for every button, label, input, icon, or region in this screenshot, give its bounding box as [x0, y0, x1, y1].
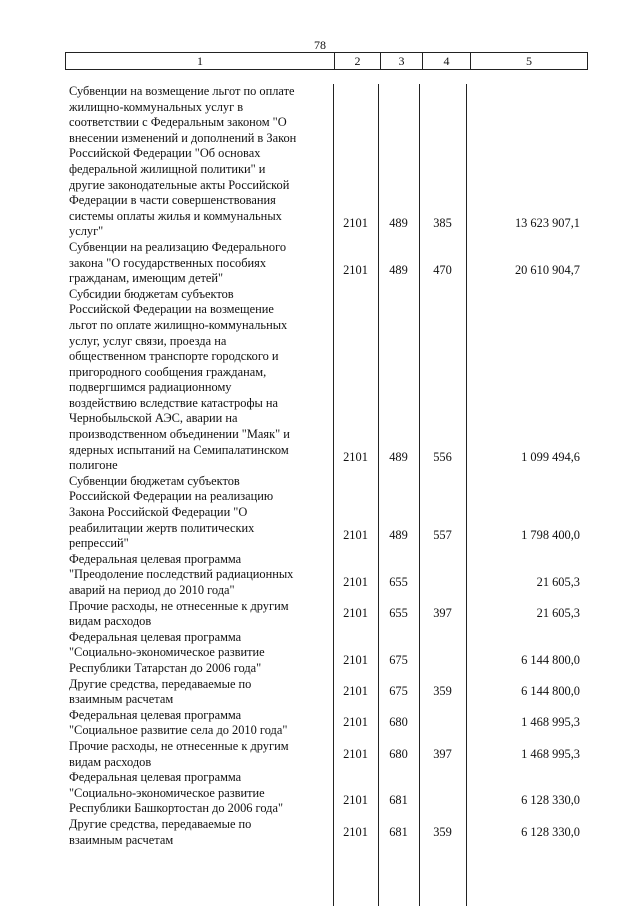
row-description: Федеральная целевая программа "Социально-экономическое развитие Республики Башкортостан до 2006 года" [69, 770, 284, 816]
row-amount: 21 605,3 [536, 606, 580, 621]
row-description: Прочие расходы, не отнесенные к другим видам расходов [69, 738, 289, 769]
row-code-4: 359 [433, 684, 452, 699]
table-row [65, 240, 588, 287]
row-code-4 [419, 809, 466, 817]
row-description: Субсидии бюджетам субъектов Российской Федерации на возмещение льгот по оплате жилищно-коммунальных услуг, услуг связи, проезда на общественном транспорте городского и пригородного сообщения гражданам, подвергшимся радиационному воздействию вследствие катастрофы на Чернобыльской АЭС, аварии на производственном объединении "Маяк" и ядерных испытаний на Семипалатинском полигоне [69, 286, 290, 473]
table-body [65, 84, 588, 906]
table-row [65, 630, 588, 677]
header-col-4: 4 [422, 53, 470, 69]
row-code-4 [419, 591, 466, 599]
row-code-4: 470 [433, 263, 452, 278]
table-row [65, 677, 588, 708]
table-rows [65, 84, 588, 848]
row-code-2: 2101 [343, 684, 368, 699]
row-code-2: 2101 [343, 450, 368, 465]
table-row [65, 552, 588, 599]
row-amount: 6 144 800,0 [521, 652, 580, 667]
row-code-2: 2101 [343, 793, 368, 808]
row-amount: 1 468 995,3 [521, 715, 580, 730]
row-code-4: 359 [433, 824, 452, 839]
row-code-2: 2101 [343, 652, 368, 667]
row-description: Федеральная целевая программа "Социальное развитие села до 2010 года" [69, 707, 288, 738]
table-header [65, 52, 588, 70]
row-code-4: 385 [433, 216, 452, 231]
row-code-2: 2101 [343, 606, 368, 621]
row-amount: 1 798 400,0 [521, 528, 580, 543]
header-col-1: 1 [197, 54, 203, 68]
row-code-3: 655 [389, 575, 408, 589]
table-row [65, 817, 588, 848]
row-description: Прочие расходы, не отнесенные к другим видам расходов [69, 598, 289, 629]
row-code-2: 2101 [343, 528, 368, 543]
row-code-2: 2101 [343, 715, 368, 730]
table-row [65, 770, 588, 817]
table-row [65, 599, 588, 630]
table-row [65, 287, 588, 474]
row-description: Субвенции на реализацию Федерального закона "О государственных пособиях гражданам, имеющим детей" [69, 239, 287, 286]
row-code-3: 489 [389, 528, 408, 543]
header-col-2: 2 [334, 53, 380, 69]
header-col-5: 5 [470, 53, 587, 69]
row-code-3: 489 [389, 450, 408, 465]
row-code-2: 2101 [343, 746, 368, 761]
table-row [65, 708, 588, 739]
row-code-4 [419, 731, 466, 739]
row-code-2: 2101 [343, 824, 368, 839]
row-code-3: 680 [389, 746, 408, 761]
row-code-4 [419, 669, 466, 677]
header-col-3: 3 [380, 53, 422, 69]
budget-table [65, 52, 588, 906]
row-amount: 6 144 800,0 [521, 684, 580, 699]
row-description: Федеральная целевая программа "Преодоление последствий радиационных аварий на период до 2010 года" [69, 551, 294, 597]
row-code-2: 2101 [343, 216, 368, 231]
row-description: Субвенции бюджетам субъектов Российской Федерации на реализацию Закона Российской Федерации "О реабилитации жертв политических репрессий" [69, 473, 274, 551]
row-code-4: 556 [433, 450, 452, 465]
row-code-4: 557 [433, 528, 452, 543]
row-code-3: 680 [389, 715, 408, 730]
row-amount: 1 099 494,6 [521, 450, 580, 465]
row-amount: 21 605,3 [536, 575, 580, 589]
row-code-2: 2101 [343, 263, 368, 278]
row-description: Другие средства, передаваемые по взаимным расчетам [69, 676, 252, 707]
row-amount: 6 128 330,0 [521, 793, 580, 808]
row-description: Субвенции на возмещение льгот по оплате жилищно-коммунальных услуг в соответствии с Федеральным законом "О внесении изменений и дополнений в Закон Российской Федерации "Об основах федеральной жилищной политики" и другие законодательные акты Российской Федерации в части совершенствования системы оплаты жилья и коммунальных услуг" [69, 84, 297, 239]
row-code-3: 489 [389, 263, 408, 278]
row-amount: 20 610 904,7 [514, 263, 580, 278]
row-amount: 6 128 330,0 [521, 824, 580, 839]
page-number: 78 [314, 38, 326, 52]
row-code-3: 655 [389, 606, 408, 621]
row-code-3: 681 [389, 824, 408, 839]
row-code-2: 2101 [343, 575, 368, 589]
row-amount: 1 468 995,3 [521, 746, 580, 761]
row-code-3: 675 [389, 652, 408, 667]
row-code-4: 397 [433, 746, 452, 761]
row-description: Другие средства, передаваемые по взаимным расчетам [69, 816, 252, 847]
table-row [65, 84, 588, 240]
row-amount: 13 623 907,1 [514, 216, 580, 231]
row-code-3: 681 [389, 793, 408, 808]
row-code-3: 489 [389, 216, 408, 231]
table-row [65, 474, 588, 552]
row-code-3: 675 [389, 684, 408, 699]
row-description: Федеральная целевая программа "Социально-экономическое развитие Республики Татарстан до 2006 года" [69, 629, 265, 675]
row-code-4: 397 [433, 606, 452, 621]
table-row [65, 739, 588, 770]
